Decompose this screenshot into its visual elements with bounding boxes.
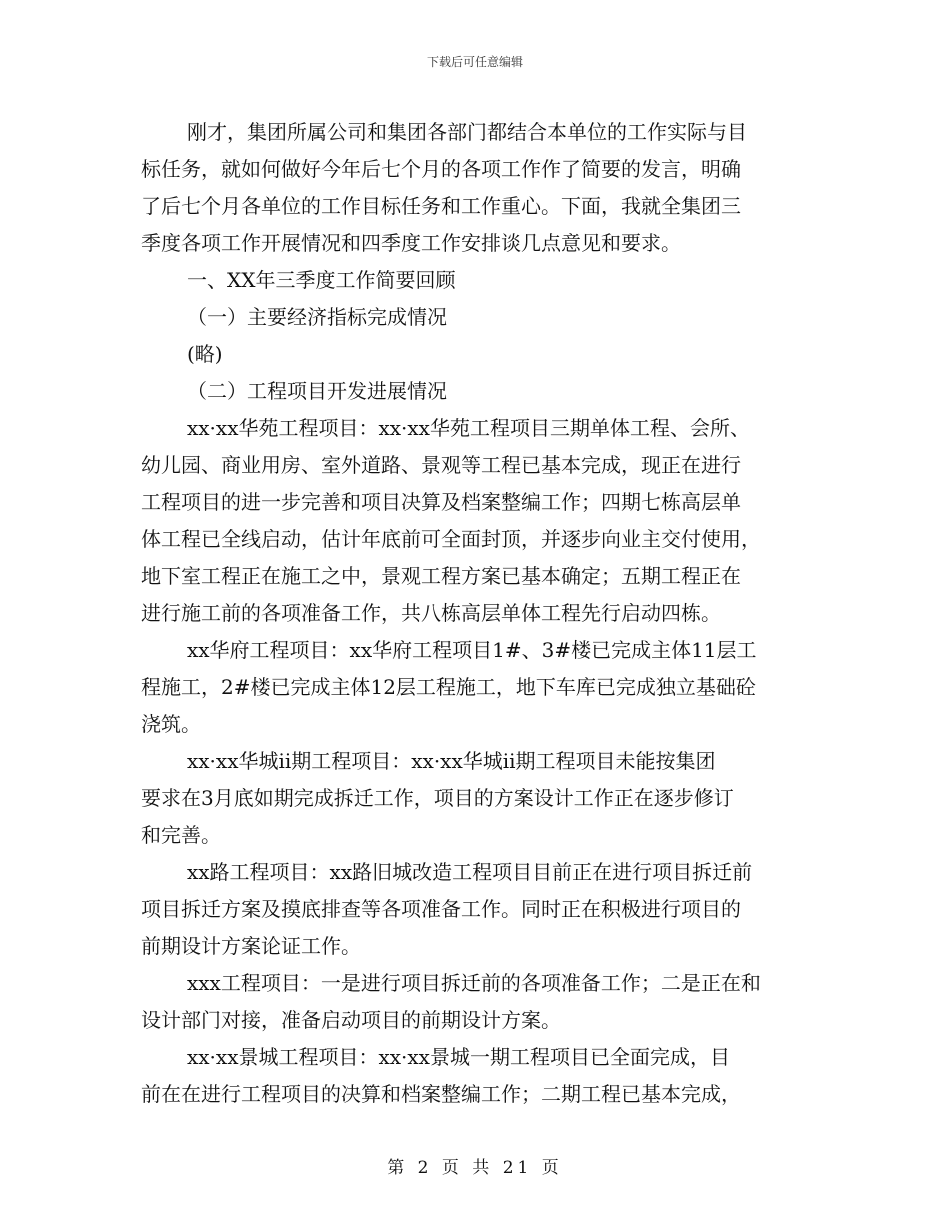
page-footer: 第 2 页 共 21 页 [387,1158,563,1178]
paragraph-line: (略) [187,342,223,366]
paragraph-line: 前期设计方案论证工作。 [141,934,361,958]
paragraph-line: 标任务，就如何做好今年后七个月的各项工作作了简要的发言，明确 [141,157,741,181]
paragraph-line: 设计部门对接，准备启动项目的前期设计方案。 [141,1008,561,1032]
paragraph-line: xxx工程项目：一是进行项目拆迁前的各项准备工作；二是正在和 [187,971,761,995]
document-body [141,114,816,1113]
paragraph-line: xx·xx华城ii期工程项目：xx·xx华城ii期工程项目未能按集团 [187,749,716,773]
paragraph-line: xx·xx景城工程项目：xx·xx景城一期工程项目已全面完成，目 [187,1045,730,1069]
page-header: 下载后可任意编辑 [426,55,523,69]
paragraph-line: 体工程已全线启动，估计年底前可全面封顶，并逐步向业主交付使用， [141,527,761,551]
paragraph-line: 项目拆迁方案及摸底排查等各项准备工作。同时正在积极进行项目的 [141,897,741,921]
paragraph-line: 进行施工前的各项准备工作，共八栋高层单体工程先行启动四栋。 [141,601,721,625]
paragraph-line: 刚才，集团所属公司和集团各部门都结合本单位的工作实际与目 [187,120,747,144]
paragraph-line: 幼儿园、商业用房、室外道路、景观等工程已基本完成，现正在进行 [141,453,741,477]
paragraph-line: xx·xx华苑工程项目：xx·xx华苑工程项目三期单体工程、会所、 [187,416,750,440]
section-heading: 一、XX年三季度工作简要回顾 [187,268,456,292]
paragraph-line: 浇筑。 [141,712,201,736]
paragraph-line: 和完善。 [141,823,221,847]
paragraph-line: 了后七个月各单位的工作目标任务和工作重心。下面，我就全集团三 [141,194,741,218]
paragraph-line: xx华府工程项目：xx华府工程项目1#、3#楼已完成主体11层工 [187,638,757,662]
paragraph-line: 地下室工程正在施工之中，景观工程方案已基本确定；五期工程正在 [141,564,741,588]
paragraph-line: xx路工程项目：xx路旧城改造工程项目目前正在进行项目拆迁前 [187,860,753,884]
paragraph-line: 工程项目的进一步完善和项目决算及档案整编工作；四期七栋高层单 [141,490,741,514]
paragraph-line: 要求在3月底如期完成拆迁工作，项目的方案设计工作正在逐步修订 [141,786,734,810]
paragraph-line: 前在在进行工程项目的决算和档案整编工作；二期工程已基本完成， [141,1082,741,1106]
paragraph-line: 季度各项工作开展情况和四季度工作安排谈几点意见和要求。 [141,231,681,255]
subsection-heading: （二）工程项目开发进展情况 [187,379,447,403]
subsection-heading: （一）主要经济指标完成情况 [187,305,447,329]
paragraph-line: 程施工，2#楼已完成主体12层工程施工，地下车库已完成独立基础砼 [141,675,756,699]
